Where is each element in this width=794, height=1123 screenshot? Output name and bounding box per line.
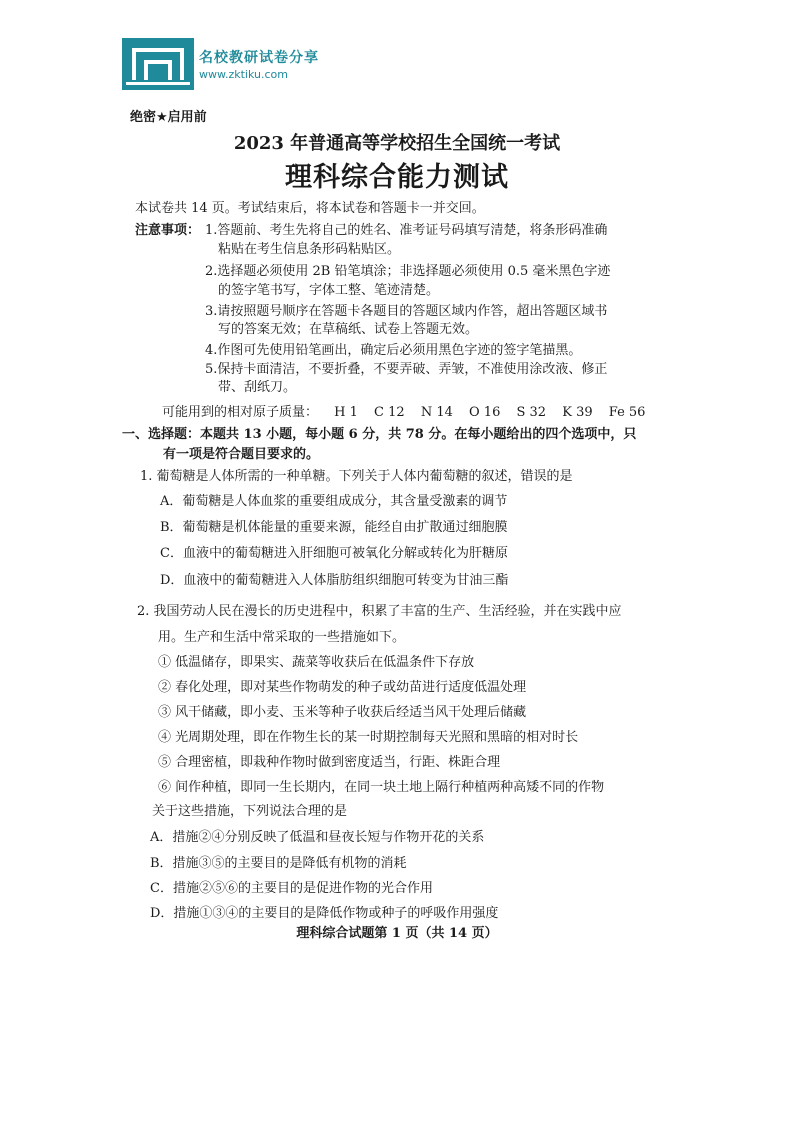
option: B．葡萄糖是机体能量的重要来源，能经自由扩散通过细胞膜 xyxy=(160,520,508,535)
option: D．血液中的葡萄糖进入人体脂肪组织细胞可转变为甘油三酯 xyxy=(160,573,509,588)
subject-title: 理科综合能力测试 xyxy=(285,162,509,193)
option: A．葡萄糖是人体血浆的重要组成成分，其含量受激素的调节 xyxy=(160,494,508,509)
atomic-mass-item: N 14 xyxy=(420,405,453,420)
measure-item: ③ 风干储藏，即小麦、玉米等种子收获后经适当风干处理后储藏 xyxy=(158,705,527,720)
exam-title: 2023 年普通高等学校招生全国统一考试 xyxy=(233,133,561,154)
atomic-masses-label: 可能用到的相对原子质量： xyxy=(162,405,319,420)
note-line: 写的答案无效；在草稿纸、试卷上答题无效。 xyxy=(218,322,479,337)
note-line: 带、刮纸刀。 xyxy=(218,380,297,395)
note-line: 1.答题前、考生先将自己的姓名、准考证号码填写清楚，将条形码准确 xyxy=(205,223,608,238)
question-prompt: 关于这些措施，下列说法合理的是 xyxy=(152,804,348,819)
note-line: 的签字笔书写，字体工整、笔迹清楚。 xyxy=(218,283,440,298)
atomic-mass-item: O 16 xyxy=(469,405,501,420)
confidential-mark: 绝密★启用前 xyxy=(130,110,207,125)
note-line: 3.请按照题号顺序在答题卡各题目的答题区域内作答，超出答题区域书 xyxy=(205,304,608,319)
page-footer: 理科综合试题第 1 页（共 14 页） xyxy=(296,926,498,941)
section-heading-cont: 有一项是符合题目要求的。 xyxy=(163,447,320,462)
measure-item: ④ 光周期处理，即在作物生长的某一时期控制每天光照和黑暗的相对时长 xyxy=(158,730,579,745)
question-stem: 1. 葡萄糖是人体所需的一种单糖。下列关于人体内葡萄糖的叙述，错误的是 xyxy=(140,469,573,484)
question-stem: 2. 我国劳动人民在漫长的历史进程中，积累了丰富的生产、生活经验，并在实践中应 xyxy=(137,604,622,619)
logo-url: www.zktiku.com xyxy=(199,68,288,81)
option: A．措施②④分别反映了低温和昼夜长短与作物开花的关系 xyxy=(150,830,485,845)
atomic-mass-item: Fe 56 xyxy=(608,405,646,420)
logo-title: 名校教研试卷分享 xyxy=(199,50,319,66)
intro-text: 本试卷共 14 页。考试结束后，将本试卷和答题卡一并交回。 xyxy=(135,201,485,216)
atomic-mass-item: K 39 xyxy=(562,405,593,420)
note-line: 5.保持卡面清洁，不要折叠，不要弄破、弄皱，不准使用涂改液、修正 xyxy=(205,362,608,377)
measure-item: ② 春化处理，即对某些作物萌发的种子或幼苗进行适度低温处理 xyxy=(158,680,527,695)
option: D．措施①③④的主要目的是降低作物或种子的呼吸作用强度 xyxy=(150,906,499,921)
question-stem-cont: 用。生产和生活中常采取的一些措施如下。 xyxy=(158,630,406,645)
option: B．措施③⑤的主要目的是降低有机物的消耗 xyxy=(150,856,407,871)
atomic-mass-item: H 1 xyxy=(334,405,358,420)
logo-mark xyxy=(122,38,194,90)
notes-label: 注意事项： xyxy=(135,223,201,238)
atomic-mass-item: S 32 xyxy=(516,405,547,420)
measure-item: ⑥ 间作种植，即同一生长期内，在同一块土地上隔行种植两种高矮不同的作物 xyxy=(158,780,605,795)
option: C．血液中的葡萄糖进入肝细胞可被氧化分解或转化为肝糖原 xyxy=(160,546,508,561)
measure-item: ⑤ 合理密植，即栽种作物时做到密度适当，行距、株距合理 xyxy=(158,755,501,770)
section-heading: 一、选择题：本题共 13 小题，每小题 6 分，共 78 分。在每小题给出的四个选项中，只 xyxy=(122,427,637,442)
option: C．措施②⑤⑥的主要目的是促进作物的光合作用 xyxy=(150,881,433,896)
atomic-mass-item: C 12 xyxy=(374,405,405,420)
note-line: 粘贴在考生信息条形码粘贴区。 xyxy=(218,242,401,257)
note-line: 4.作图可先使用铅笔画出，确定后必须用黑色字迹的签字笔描黑。 xyxy=(205,343,582,358)
measure-item: ① 低温储存，即果实、蔬菜等收获后在低温条件下存放 xyxy=(158,655,475,670)
note-line: 2.选择题必须使用 2B 铅笔填涂；非选择题必须使用 0.5 毫米黑色字迹 xyxy=(205,264,611,279)
atomic-masses xyxy=(162,401,657,420)
